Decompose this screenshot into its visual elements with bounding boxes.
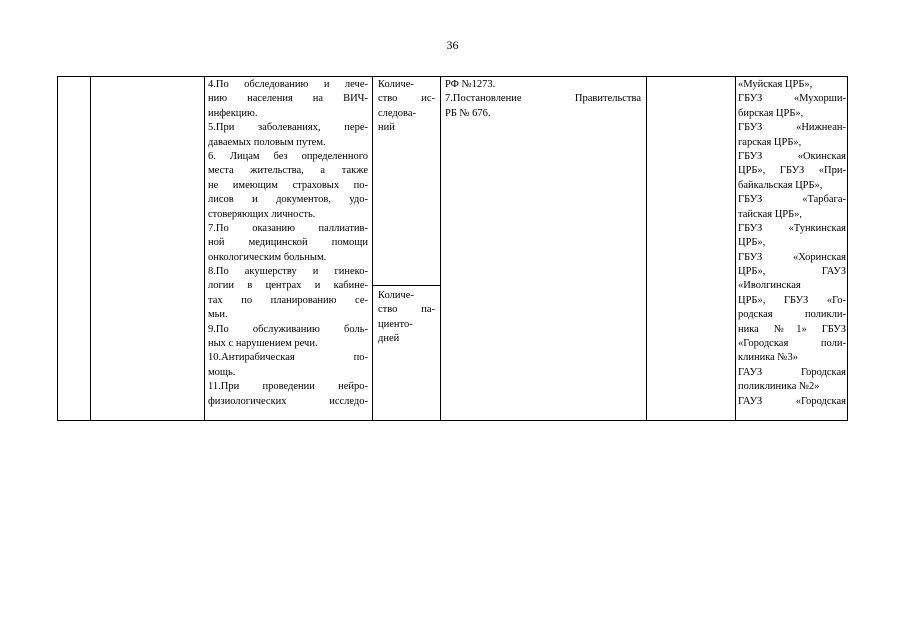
cell-line: ГБУЗ «Нижнеан-: [738, 122, 846, 134]
cell-line: онкологическим больным.: [208, 251, 327, 263]
cell-line: 8.По акушерству и гинеко-: [208, 266, 368, 278]
unit-cell-studies: [378, 78, 435, 136]
cell-line: ЦРБ», ГБУЗ «Го-: [738, 294, 846, 306]
cell-line: стоверяющих личность.: [208, 208, 316, 220]
cell-line: инфекцию.: [208, 107, 258, 119]
row-divider: [372, 285, 440, 286]
cell-line: «Иволгинская: [738, 280, 801, 292]
cell-line: даваемых половым путем.: [208, 136, 326, 148]
cell-line: байкальская ЦРБ»,: [738, 179, 823, 191]
cell-line: ГБУЗ «Тарбага-: [738, 194, 846, 206]
cell-line: «Муйская ЦРБ»,: [738, 79, 813, 90]
cell-line: бирская ЦРБ»,: [738, 107, 804, 119]
cell-line: родская поликли-: [738, 309, 846, 321]
cell-line: ГБУЗ «Мухорши-: [738, 93, 846, 105]
document-table: [57, 76, 848, 421]
cell-line: 6. Лицам без определенного: [208, 150, 368, 162]
cell-line: 4.По обследованию и лече-: [208, 79, 368, 90]
column-divider: [735, 77, 736, 420]
cell-line: 7.По оказанию паллиатив-: [208, 222, 368, 234]
cell-line: ГАУЗ Городская: [738, 366, 846, 378]
page-number: 36: [446, 38, 459, 52]
column-divider: [440, 77, 441, 420]
cell-line: ГБУЗ «Окинская: [738, 150, 846, 162]
cell-line: ЦРБ»,: [738, 237, 766, 249]
conditions-cell: [208, 78, 368, 409]
cell-line: ство па-: [378, 304, 435, 316]
cell-line: лисов и документов, удо-: [208, 194, 368, 206]
legal-documents-cell: [445, 78, 641, 121]
cell-line: ника №1» ГБУЗ: [738, 323, 846, 335]
cell-line: тах по планированию се-: [208, 294, 368, 306]
cell-line: нию населения на ВИЧ-: [208, 93, 368, 105]
cell-line: ГАУЗ «Городская: [738, 395, 846, 407]
cell-line: ной медицинской помощи: [208, 237, 368, 249]
cell-line: 9.По обслуживанию боль-: [208, 323, 368, 335]
cell-line: РФ №1273.: [445, 79, 496, 90]
cell-line: поликлиника №2»: [738, 381, 820, 393]
cell-line: мощь.: [208, 366, 236, 378]
cell-line: места жительства, а также: [208, 165, 368, 177]
cell-line: ЦРБ», ГБУЗ «При-: [738, 165, 846, 177]
cell-line: циенто-: [378, 318, 413, 330]
cell-line: следова-: [378, 107, 416, 119]
cell-line: Количе-: [378, 290, 414, 301]
organizations-cell: [738, 78, 846, 409]
cell-line: 11.При проведении нейро-: [208, 381, 368, 393]
cell-line: 7.Постановление Правительства: [445, 93, 641, 105]
unit-cell-patient-days: [378, 289, 435, 347]
cell-line: тайская ЦРБ»,: [738, 208, 803, 220]
cell-line: 10.Антирабическая по-: [208, 352, 368, 364]
cell-line: физиологических исследо-: [208, 395, 368, 407]
column-divider: [90, 77, 91, 420]
cell-line: ство ис-: [378, 93, 435, 105]
cell-line: РБ № 676.: [445, 107, 491, 119]
cell-line: дней: [378, 333, 400, 345]
cell-line: клиника №3»: [738, 352, 798, 364]
column-divider: [646, 77, 647, 420]
cell-line: ЦРБ», ГАУЗ: [738, 266, 846, 278]
column-divider: [204, 77, 205, 420]
cell-line: логии в центрах и кабине-: [208, 280, 368, 292]
cell-line: ний: [378, 122, 395, 134]
column-divider: [372, 77, 373, 420]
cell-line: ных с нарушением речи.: [208, 338, 318, 350]
cell-line: мьи.: [208, 309, 228, 321]
cell-line: 5.При заболеваниях, пере-: [208, 122, 368, 134]
cell-line: не имеющим страховых по-: [208, 179, 368, 191]
cell-line: гарская ЦРБ»,: [738, 136, 802, 148]
cell-line: ГБУЗ «Хоринская: [738, 251, 846, 263]
cell-line: «Городская поли-: [738, 338, 846, 350]
cell-line: ГБУЗ «Тункинская: [738, 222, 846, 234]
cell-line: Количе-: [378, 79, 414, 90]
